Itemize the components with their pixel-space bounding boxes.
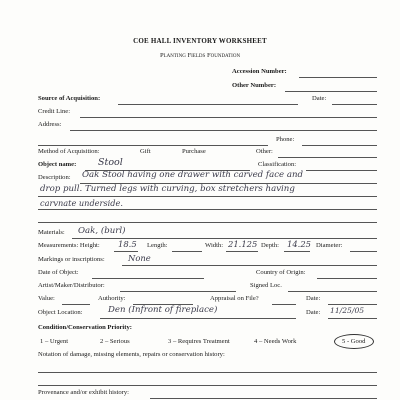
condition-option-5[interactable]: 5 - Good: [342, 338, 366, 345]
accession-label: Accession Number:: [232, 68, 287, 75]
description-label: Description:: [38, 174, 71, 181]
other-number-field[interactable]: [285, 91, 377, 92]
selected-condition-circle: [334, 334, 374, 349]
markings-value: None: [128, 253, 151, 263]
address-field-2[interactable]: [38, 145, 268, 146]
date3-label: Date:: [306, 309, 321, 316]
form-title: COE HALL INVENTORY WORKSHEET: [133, 37, 267, 45]
source-label: Source of Acquisition:: [38, 95, 101, 102]
location-field[interactable]: [100, 318, 296, 319]
method-gift[interactable]: Gift: [140, 148, 151, 155]
method-purchase[interactable]: Purchase: [182, 148, 206, 155]
materials-value: Oak, (burl): [78, 226, 126, 236]
height-field[interactable]: [114, 251, 138, 252]
phone-label: Phone:: [276, 136, 295, 143]
phone-field[interactable]: [302, 145, 377, 146]
signed-label: Signed Loc.: [250, 282, 282, 289]
authority-label: Authority:: [98, 295, 126, 302]
condition-option-1[interactable]: 1 – Urgent: [40, 338, 69, 345]
width-label: Width:: [205, 242, 224, 249]
object-name-value: Stool: [98, 157, 123, 168]
object-name-label: Object name:: [38, 161, 77, 168]
accession-field[interactable]: [299, 77, 377, 78]
materials-label: Materials:: [38, 229, 65, 236]
date3-value: 11/25/05: [330, 306, 365, 315]
description-line-2: drop pull. Turned legs with curving, box stretchers having: [40, 184, 295, 194]
value-label: Value:: [38, 295, 55, 302]
condition-label: Condition/Conservation Priority:: [38, 324, 132, 331]
length-label: Length:: [147, 242, 168, 249]
date2-label: Date:: [306, 295, 321, 302]
signed-field[interactable]: [288, 291, 377, 292]
classification-field[interactable]: [306, 170, 377, 171]
markings-field[interactable]: [122, 265, 377, 266]
country-field[interactable]: [317, 278, 377, 279]
condition-option-2[interactable]: 2 – Serious: [100, 338, 130, 345]
description-line-3: carvnate underside.: [40, 198, 123, 208]
classification-label: Classification:: [258, 161, 297, 168]
appraisal-label: Appraisal on File?: [210, 295, 259, 302]
description-field-2[interactable]: [38, 196, 377, 197]
source-field[interactable]: [118, 104, 298, 105]
appraisal-field[interactable]: [272, 304, 296, 305]
artist-label: Artist/Maker/Distributor:: [38, 282, 105, 289]
address-field[interactable]: [70, 130, 377, 131]
notation-field-1[interactable]: [38, 372, 377, 373]
condition-option-4[interactable]: 4 – Needs Work: [254, 338, 297, 345]
description-field-3[interactable]: [38, 209, 377, 210]
provenance-field[interactable]: [150, 398, 377, 399]
diameter-label: Diameter:: [316, 242, 343, 249]
diameter-field[interactable]: [350, 251, 377, 252]
measurements-label: Measurements: Height:: [38, 242, 100, 249]
notation-label: Notation of damage, missing elements, repairs or conservation history:: [38, 351, 225, 358]
depth-value: 14.25: [287, 239, 311, 249]
location-label: Object Location:: [38, 309, 83, 316]
height-value: 18.5: [118, 239, 137, 249]
markings-label: Markings or inscriptions:: [38, 256, 105, 263]
width-field[interactable]: [226, 251, 258, 252]
date3-field[interactable]: [328, 318, 377, 319]
other-number-label: Other Number:: [232, 82, 277, 89]
provenance-label: Provenance and/or exhibit history:: [38, 389, 130, 396]
method-label: Method of Acquisition:: [38, 148, 100, 155]
date-of-object-label: Date of Object:: [38, 269, 79, 276]
method-other-label: Other:: [256, 148, 273, 155]
description-line-1: Oak Stool having one drawer with carved face and: [82, 170, 303, 180]
form-subtitle: Planting Fields Foundation: [159, 52, 241, 59]
value-field[interactable]: [62, 304, 90, 305]
condition-option-3[interactable]: 3 – Requires Treatment: [168, 338, 230, 345]
date-of-object-field[interactable]: [92, 278, 204, 279]
date-label: Date:: [312, 95, 327, 102]
depth-label: Depth:: [261, 242, 279, 249]
artist-field[interactable]: [120, 291, 236, 292]
width-value: 21.125: [228, 239, 258, 249]
length-field[interactable]: [172, 251, 202, 252]
method-other-field[interactable]: [278, 157, 377, 158]
description-field-4[interactable]: [38, 222, 377, 223]
address-label: Address:: [38, 121, 62, 128]
location-value: Den (Infront of fireplace): [108, 305, 218, 315]
date-field[interactable]: [332, 104, 377, 105]
country-label: Country of Origin:: [256, 269, 306, 276]
credit-label: Credit Line:: [38, 108, 71, 115]
depth-field[interactable]: [284, 251, 310, 252]
credit-field[interactable]: [80, 117, 377, 118]
notation-field-2[interactable]: [38, 385, 377, 386]
date2-field[interactable]: [328, 304, 377, 305]
